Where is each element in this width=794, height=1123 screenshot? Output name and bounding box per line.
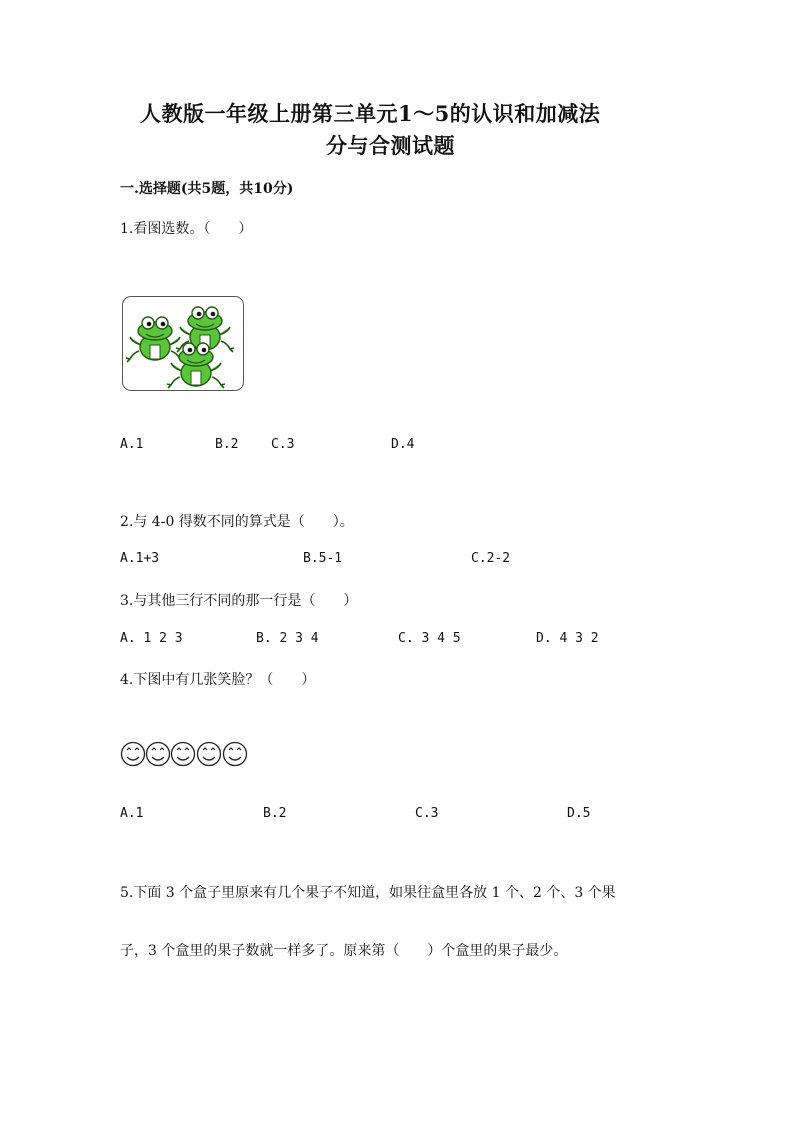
q2-option-a: A.1+3	[120, 551, 160, 566]
question-5-stem-line2: 子，3 个盒里的果子数就一样多了。原来第（ ）个盒里的果子最少。	[120, 943, 568, 959]
q4-option-b: B.2	[263, 806, 287, 821]
question-1-stem: 1.看图选数。（ ）	[120, 221, 253, 237]
q3-option-c: C. 3 4 5	[398, 631, 461, 646]
doc-title-line2: 分与合测试题	[326, 133, 455, 158]
frog-3	[167, 343, 225, 388]
question-3-stem: 3.与其他三行不同的那一行是（ ）	[120, 593, 358, 609]
q4-option-d: D.5	[567, 806, 591, 821]
question-5-stem-line1: 5.下面 3 个盒子里原来有几个果子不知道，如果往盒里各放 1 个、2 个、3 个果	[120, 885, 616, 901]
smiley-face-icon	[198, 743, 221, 766]
smiley-face-icon	[172, 743, 195, 766]
smiley-faces-picture	[120, 740, 250, 768]
doc-title-line1: 人教版一年级上册第三单元1～5的认识和加减法	[140, 101, 601, 126]
smiley-face-icon	[147, 743, 170, 766]
question-4-stem: 4.下图中有几张笑脸？（ ）	[120, 672, 316, 688]
smiley-face-icon	[122, 743, 145, 766]
frogs-svg	[123, 297, 243, 390]
q1-option-c: C.3	[271, 437, 295, 452]
q3-option-d: D. 4 3 2	[536, 631, 599, 646]
frogs-picture	[122, 296, 244, 391]
q2-option-b: B.5-1	[303, 551, 343, 566]
smiley-faces-svg	[120, 740, 250, 768]
q3-option-a: A. 1 2 3	[120, 631, 183, 646]
q3-option-b: B. 2 3 4	[256, 631, 319, 646]
q2-option-c: C.2-2	[471, 551, 511, 566]
q1-option-b: B.2	[215, 437, 239, 452]
q1-option-d: D.4	[391, 437, 415, 452]
question-2-stem: 2.与 4-0 得数不同的算式是（ ）。	[120, 514, 354, 530]
q1-option-a: A.1	[120, 437, 144, 452]
section-heading: 一.选择题(共5题，共10分)	[120, 181, 294, 197]
frog-1	[126, 317, 184, 362]
q4-option-a: A.1	[120, 806, 144, 821]
q4-option-c: C.3	[415, 806, 439, 821]
smiley-face-icon	[224, 743, 247, 766]
